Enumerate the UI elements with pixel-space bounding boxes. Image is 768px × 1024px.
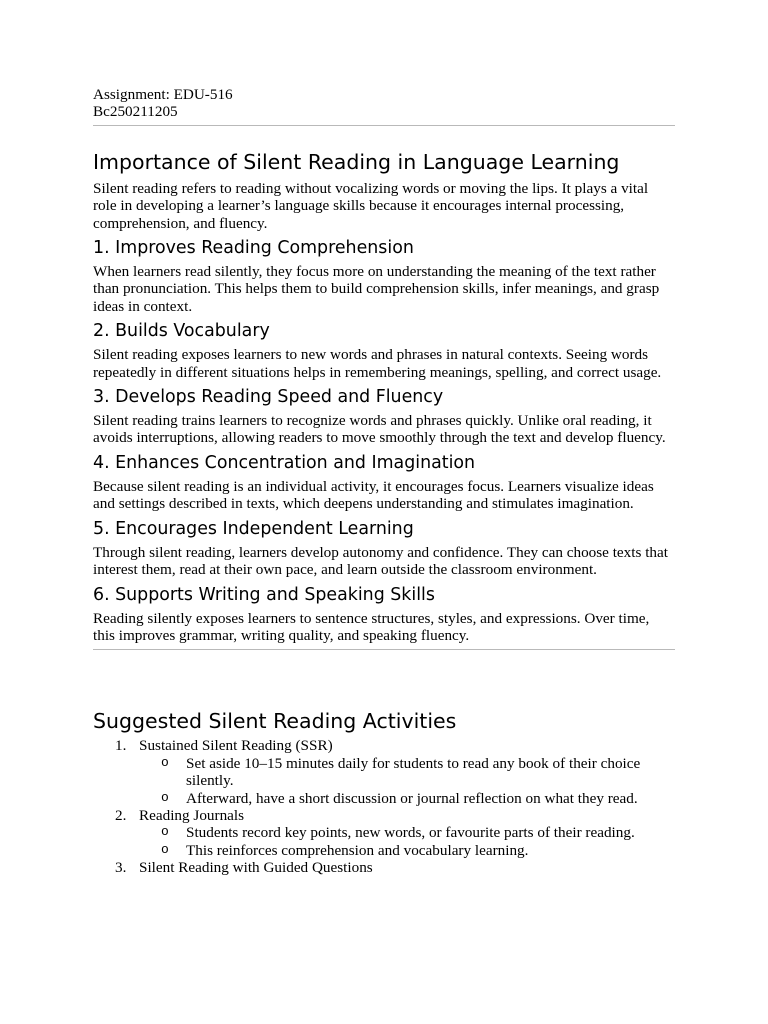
section-body: When learners read silently, they focus more on understanding the meaning of the text rather than pronunciation. This helps them to build comprehension skills, infer meanings, and grasp ideas in context. [93, 263, 660, 315]
circle-bullet-icon: o [161, 824, 169, 840]
activities-title: Suggested Silent Reading Activities [93, 709, 457, 734]
activity-points [139, 824, 675, 859]
activity-point [139, 842, 675, 859]
section-heading: 1. Improves Reading Comprehension [93, 238, 414, 259]
activity-point-text: This reinforces comprehension and vocabulary learning. [186, 841, 529, 859]
activity-label: Sustained Silent Reading (SSR) [139, 737, 333, 755]
student-id-line: Bc250211205 [93, 103, 178, 121]
activity-label: Silent Reading with Guided Questions [139, 859, 373, 877]
section-heading: 5. Encourages Independent Learning [93, 518, 414, 539]
circle-bullet-icon: o [161, 789, 169, 805]
activity-item [93, 859, 675, 876]
section-heading: 2. Builds Vocabulary [93, 321, 270, 342]
section-heading: 6. Supports Writing and Speaking Skills [93, 584, 435, 605]
main-title: Importance of Silent Reading in Language Learning [93, 149, 620, 174]
activity-point [139, 824, 675, 841]
header-divider [93, 125, 675, 126]
activity-label: Reading Journals [139, 806, 245, 824]
activity-point [139, 755, 675, 790]
section-body: Silent reading trains learners to recognize words and phrases quickly. Unlike oral reading, it avoids interruptions, allowing readers to move smoothly through the text and develop fluency. [93, 412, 666, 447]
section-body: Silent reading exposes learners to new words and phrases in natural contexts. Seeing words repeatedly in different situations helps in remembering meanings, spelling, and correct usage. [93, 346, 662, 381]
document-page [93, 86, 675, 877]
activity-points [139, 755, 675, 807]
circle-bullet-icon: o [161, 754, 169, 770]
section-heading: 4. Enhances Concentration and Imagination [93, 452, 476, 473]
activity-point-text: Students record key points, new words, or favourite parts of their reading. [186, 824, 635, 842]
activity-number: 3. [115, 859, 127, 877]
section-body: Through silent reading, learners develop autonomy and confidence. They can choose texts that interest them, read at their own pace, and learn outside the classroom environment. [93, 543, 668, 579]
activity-point [139, 790, 675, 807]
section-heading: 3. Develops Reading Speed and Fluency [93, 387, 444, 408]
assignment-line: Assignment: EDU-516 [93, 86, 233, 103]
activity-item [93, 737, 675, 807]
activity-point-text: Afterward, have a short discussion or journal reflection on what they read. [186, 789, 638, 807]
activity-point-text: Set aside 10–15 minutes daily for students to read any book of their choice silently. [186, 754, 641, 790]
activities-list [93, 737, 675, 876]
intro-paragraph: Silent reading refers to reading without vocalizing words or moving the lips. It plays a vital role in developing a learner’s language skills because it encourages internal processing, comprehension, and fluency. [93, 179, 649, 232]
activity-number: 1. [115, 737, 127, 755]
section-divider [93, 649, 675, 650]
section-body: Reading silently exposes learners to sentence structures, styles, and expressions. Over time, this improves grammar, writing quality, and speaking fluency. [93, 609, 650, 644]
circle-bullet-icon: o [161, 841, 169, 857]
section-body: Because silent reading is an individual activity, it encourages focus. Learners visualize ideas and settings described in texts, which deepens understanding and stimulates imagination. [93, 477, 654, 513]
activity-item [93, 807, 675, 859]
activity-number: 2. [115, 806, 127, 824]
